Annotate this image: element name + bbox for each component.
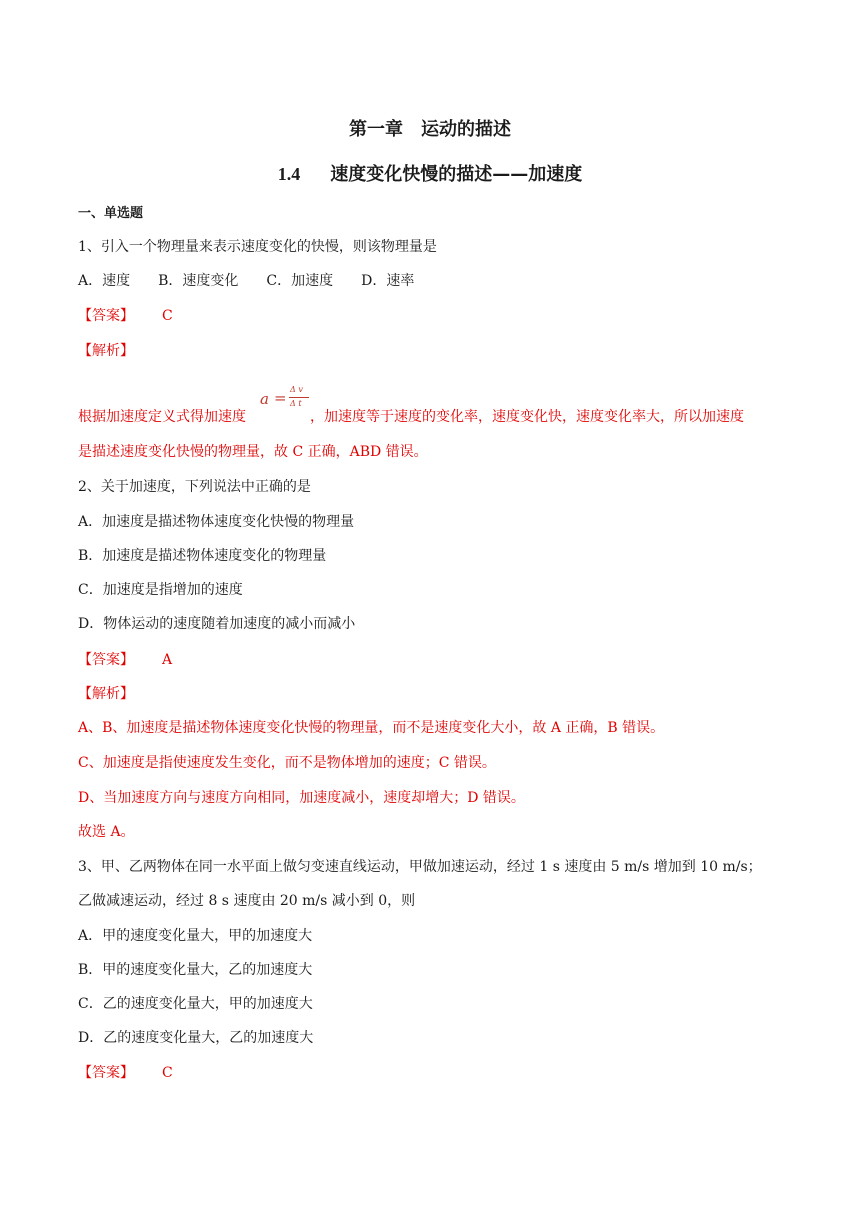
formula-denominator: Δ t — [290, 399, 302, 408]
q1-answer-tag: 【答案】 — [78, 308, 134, 324]
q1-analysis-pre: 根据加速度定义式得加速度 — [78, 409, 246, 425]
q3-option-a: A．甲的速度变化量大，甲的加速度大 — [78, 928, 313, 944]
q2-answer-line — [78, 650, 172, 670]
section-title: 速度变化快慢的描述——加速度 — [330, 164, 583, 185]
q2-option-c: C．加速度是指增加的速度 — [78, 582, 243, 598]
q2-analysis-line-1: A、B、加速度是描述物体速度变化快慢的物理量，而不是速度变化大小，故 A 正确，B 错误。 — [78, 720, 665, 736]
q1-options — [78, 271, 442, 291]
formula-lhs: a — [260, 390, 269, 408]
q2-stem: 2、关于加速度，下列说法中正确的是 — [78, 479, 311, 495]
q3-answer-value: C — [162, 1065, 173, 1081]
q3-answer-tag: 【答案】 — [78, 1065, 134, 1081]
q2-analysis-line-2: C、加速度是指使速度发生变化，而不是物体增加的速度；C 错误。 — [78, 755, 496, 771]
q2-analysis-line-4: 故选 A。 — [78, 824, 135, 840]
part-heading: 一、单选题 — [78, 206, 144, 221]
q1-analysis-line2: 是描述速度变化快慢的物理量，故 C 正确，ABD 错误。 — [78, 444, 428, 460]
q1-answer-value: C — [162, 308, 173, 324]
chapter-title: 第一章 运动的描述 — [349, 119, 511, 140]
q3-stem-line2: 乙做减速运动，经过 8 s 速度由 20 m/s 减小到 0，则 — [78, 893, 416, 909]
q1-option-b: B．速度变化 — [158, 273, 239, 289]
q2-analysis-tag: 【解析】 — [78, 686, 134, 702]
q3-answer-line — [78, 1063, 173, 1083]
q2-analysis-line-3: D、当加速度方向与速度方向相同，加速度减小，速度却增大；D 错误。 — [78, 790, 525, 806]
q2-answer-value: A — [162, 652, 173, 668]
q1-analysis-post: ，加速度等于速度的变化率，速度变化快，速度变化率大，所以加速度 — [310, 409, 744, 425]
q1-option-c: C．加速度 — [266, 273, 334, 289]
q1-option-a: A．速度 — [78, 273, 131, 289]
q2-option-d: D．物体运动的速度随着加速度的减小而减小 — [78, 616, 356, 632]
q3-option-b: B．甲的速度变化量大，乙的加速度大 — [78, 962, 313, 978]
q1-answer-line — [78, 306, 173, 326]
formula-equals: = — [274, 389, 287, 407]
fraction-bar — [289, 397, 309, 398]
q3-option-d: D．乙的速度变化量大，乙的加速度大 — [78, 1030, 314, 1046]
section-title-line — [0, 160, 860, 186]
q3-stem-line1: 3、甲、乙两物体在同一水平面上做匀变速直线运动，甲做加速运动，经过 1 s 速度由 5 m/s 增加到 10 m/s； — [78, 859, 762, 875]
q2-option-b: B．加速度是描述物体速度变化的物理量 — [78, 548, 327, 564]
q1-analysis-tag: 【解析】 — [78, 343, 134, 359]
q1-stem: 1、引入一个物理量来表示速度变化的快慢，则该物理量是 — [78, 239, 437, 255]
q1-option-d: D．速率 — [361, 273, 415, 289]
q2-option-a: A．加速度是描述物体速度变化快慢的物理量 — [78, 514, 355, 530]
formula-numerator: Δ v — [290, 385, 303, 394]
q3-option-c: C．乙的速度变化量大，甲的加速度大 — [78, 996, 313, 1012]
section-number: 1.4 — [277, 164, 301, 184]
q2-answer-tag: 【答案】 — [78, 652, 134, 668]
acceleration-formula — [258, 384, 316, 420]
